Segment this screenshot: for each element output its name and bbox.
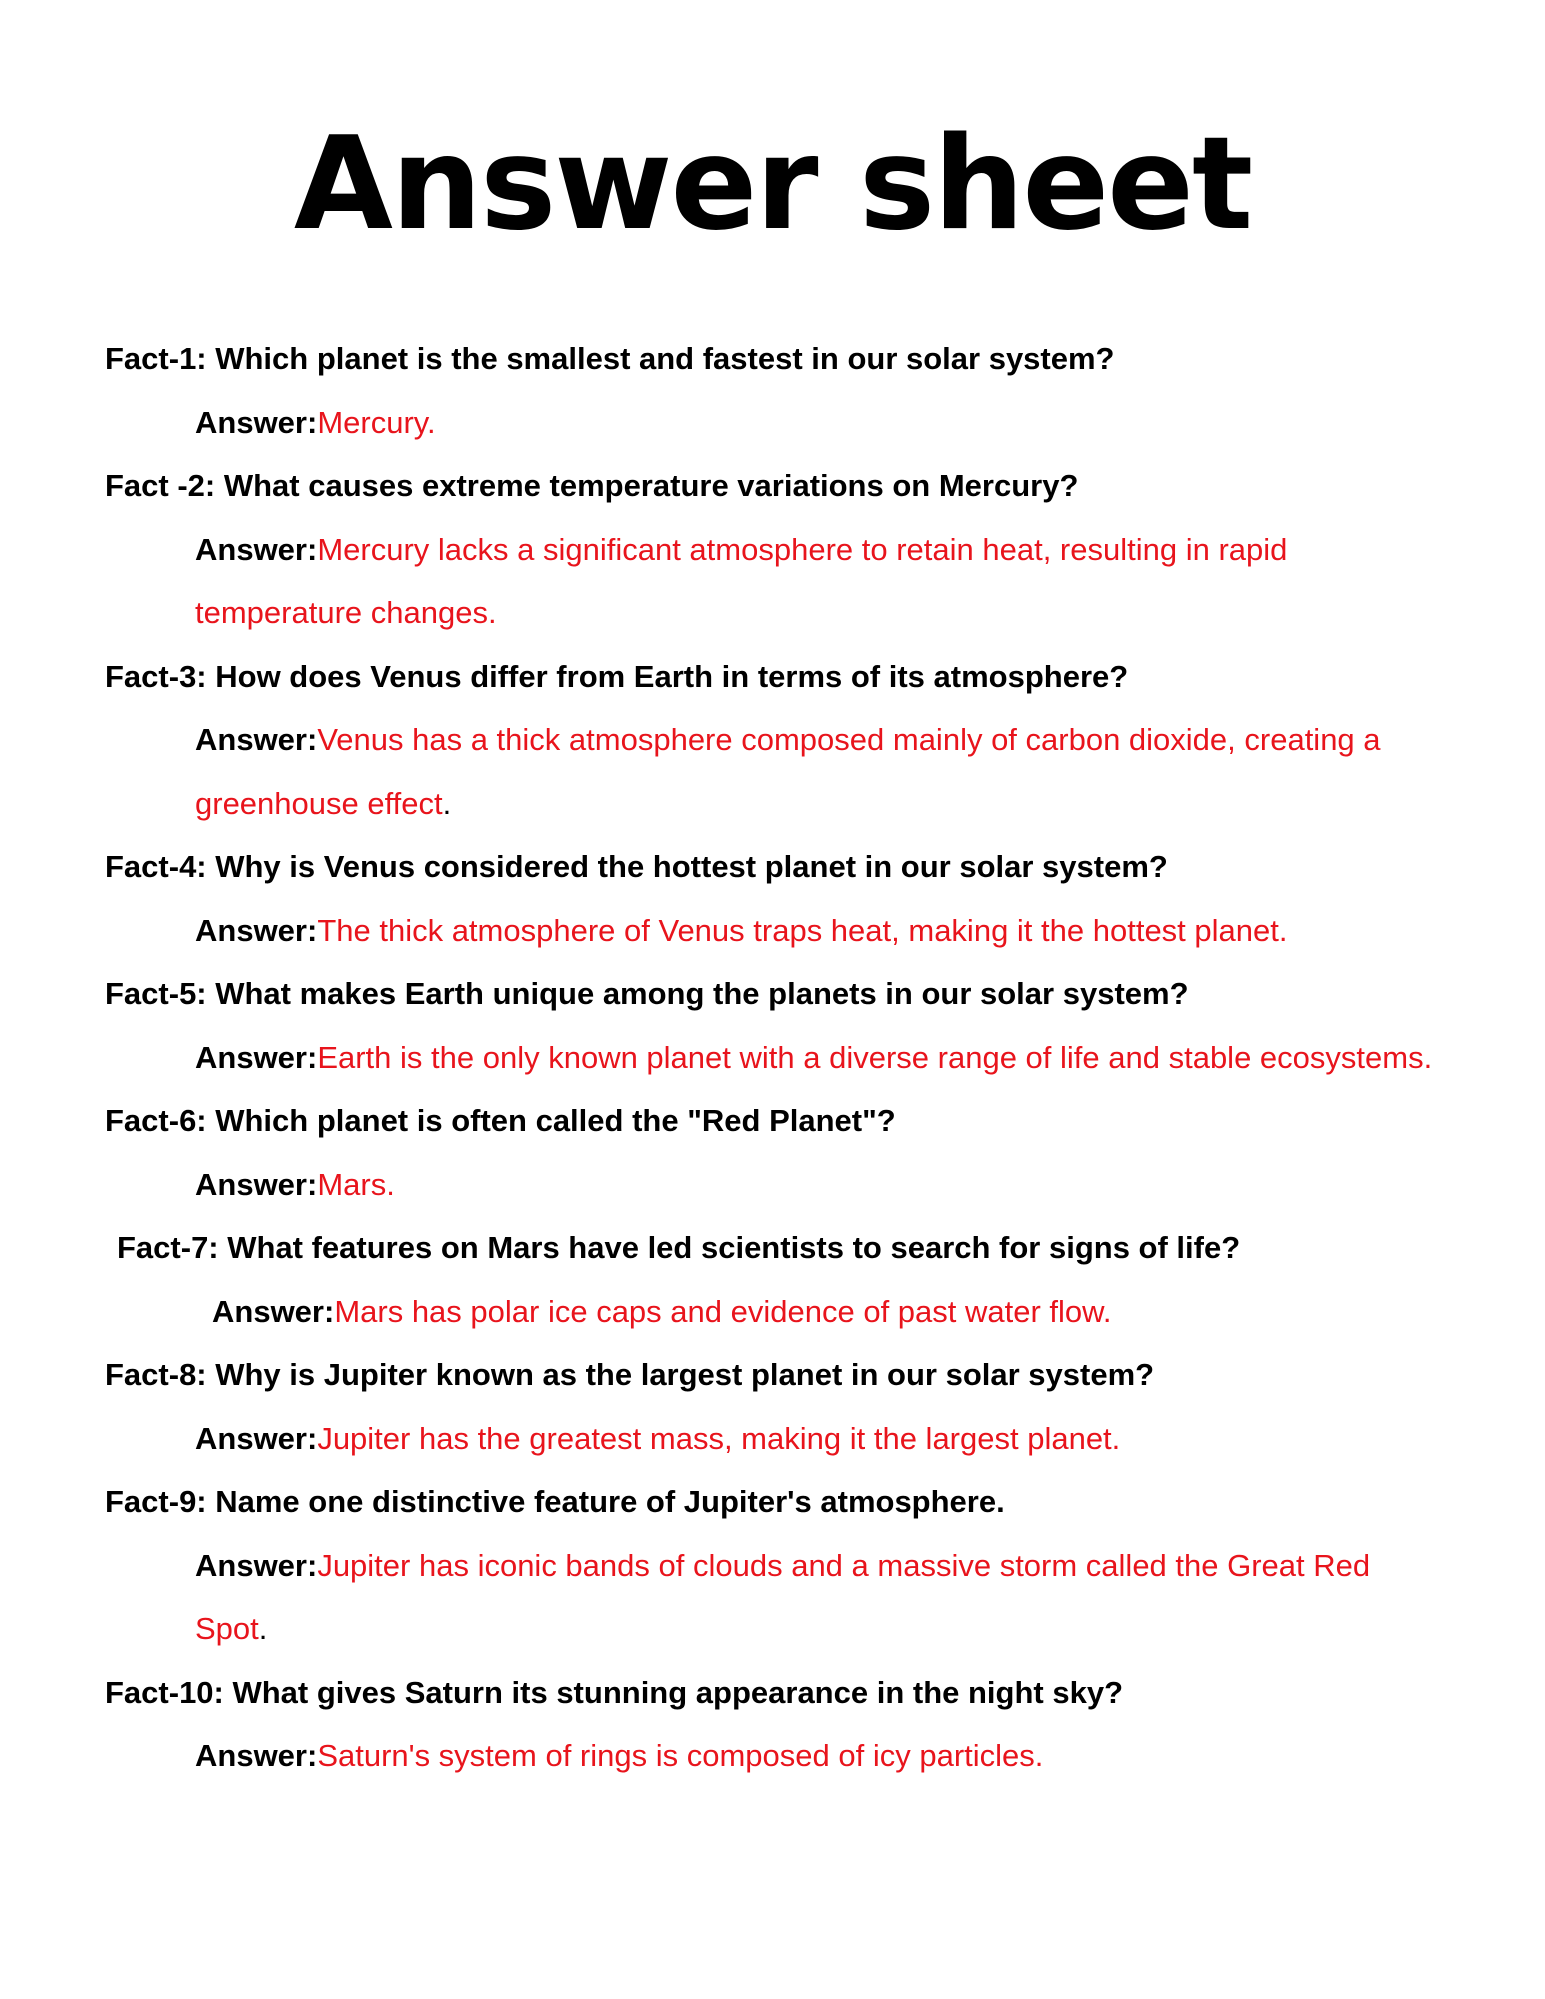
answer-text: Mars has polar ice caps and evidence of past water flow. (334, 1293, 1112, 1329)
fact-question: Fact-10: What gives Saturn its stunning appearance in the night sky? (105, 1674, 1124, 1710)
fact-answer (195, 1153, 1445, 1217)
answer-tail: . (442, 785, 452, 821)
fact-answer (195, 899, 1445, 963)
fact-answer (195, 1534, 1445, 1661)
answer-text: Venus has a thick atmosphere composed mainly of carbon dioxide, creating a greenhouse effect (195, 722, 1381, 821)
answer-text: Saturn's system of rings is composed of icy particles. (317, 1738, 1044, 1773)
fact-question: Fact-4: Why is Venus considered the hottest planet in our solar system? (105, 849, 1168, 884)
fact-answer (195, 518, 1445, 645)
answer-label: Answer: (195, 531, 318, 567)
answer-text: Mercury. (317, 404, 436, 440)
fact-answer (212, 1280, 1462, 1344)
answer-label: Answer: (195, 404, 318, 440)
fact-item-9 (0, 1470, 1545, 1661)
fact-question: Fact -2: What causes extreme temperature variations on Mercury? (105, 468, 1079, 503)
fact-question: Fact-1: Which planet is the smallest and fastest in our solar system? (105, 341, 1115, 376)
fact-question: Fact-9: Name one distinctive feature of Jupiter's atmosphere. (105, 1484, 1005, 1519)
fact-item-5 (0, 962, 1545, 1089)
fact-item-7 (0, 1216, 1545, 1343)
answer-label: Answer: (212, 1293, 335, 1329)
fact-answer (195, 708, 1445, 835)
fact-item-1 (0, 327, 1545, 454)
fact-question: Fact-7: What features on Mars have led scientists to search for signs of life? (117, 1230, 1241, 1265)
fact-item-6 (0, 1089, 1545, 1216)
fact-item-2 (0, 454, 1545, 645)
answer-label: Answer: (195, 1420, 318, 1456)
fact-item-4 (0, 835, 1545, 962)
answer-label: Answer: (195, 912, 318, 948)
fact-answer (195, 1407, 1445, 1471)
answer-text: Mercury lacks a significant atmosphere to retain heat, resulting in rapid temperature changes. (195, 531, 1288, 630)
answer-label: Answer: (195, 1547, 318, 1583)
answer-label: Answer: (195, 1738, 318, 1773)
fact-item-3 (0, 645, 1545, 836)
fact-item-10 (0, 1661, 1545, 1788)
answer-label: Answer: (195, 722, 318, 757)
answer-text: Earth is the only known planet with a diverse range of life and stable ecosystems. (317, 1039, 1433, 1075)
fact-answer (195, 1026, 1445, 1090)
fact-answer (195, 391, 1445, 455)
answer-label: Answer: (195, 1166, 318, 1202)
fact-question: Fact-3: How does Venus differ from Earth in terms of its atmosphere? (105, 658, 1129, 694)
answer-text: Jupiter has the greatest mass, making it the largest planet. (317, 1420, 1121, 1456)
answer-label: Answer: (195, 1039, 318, 1075)
fact-question: Fact-8: Why is Jupiter known as the largest planet in our solar system? (105, 1357, 1155, 1392)
answer-text: The thick atmosphere of Venus traps heat, making it the hottest planet. (317, 912, 1288, 948)
answer-text: Jupiter has iconic bands of clouds and a massive storm called the Great Red Spot (195, 1547, 1371, 1646)
fact-answer (195, 1724, 1445, 1788)
answer-tail: . (258, 1611, 268, 1646)
fact-question: Fact-5: What makes Earth unique among the planets in our solar system? (105, 976, 1189, 1011)
fact-item-8 (0, 1343, 1545, 1470)
facts-list (0, 327, 1545, 1788)
fact-question: Fact-6: Which planet is often called the "Red Planet"? (105, 1103, 896, 1138)
answer-text: Mars. (317, 1166, 395, 1202)
page-title: Answer sheet (293, 110, 1252, 259)
